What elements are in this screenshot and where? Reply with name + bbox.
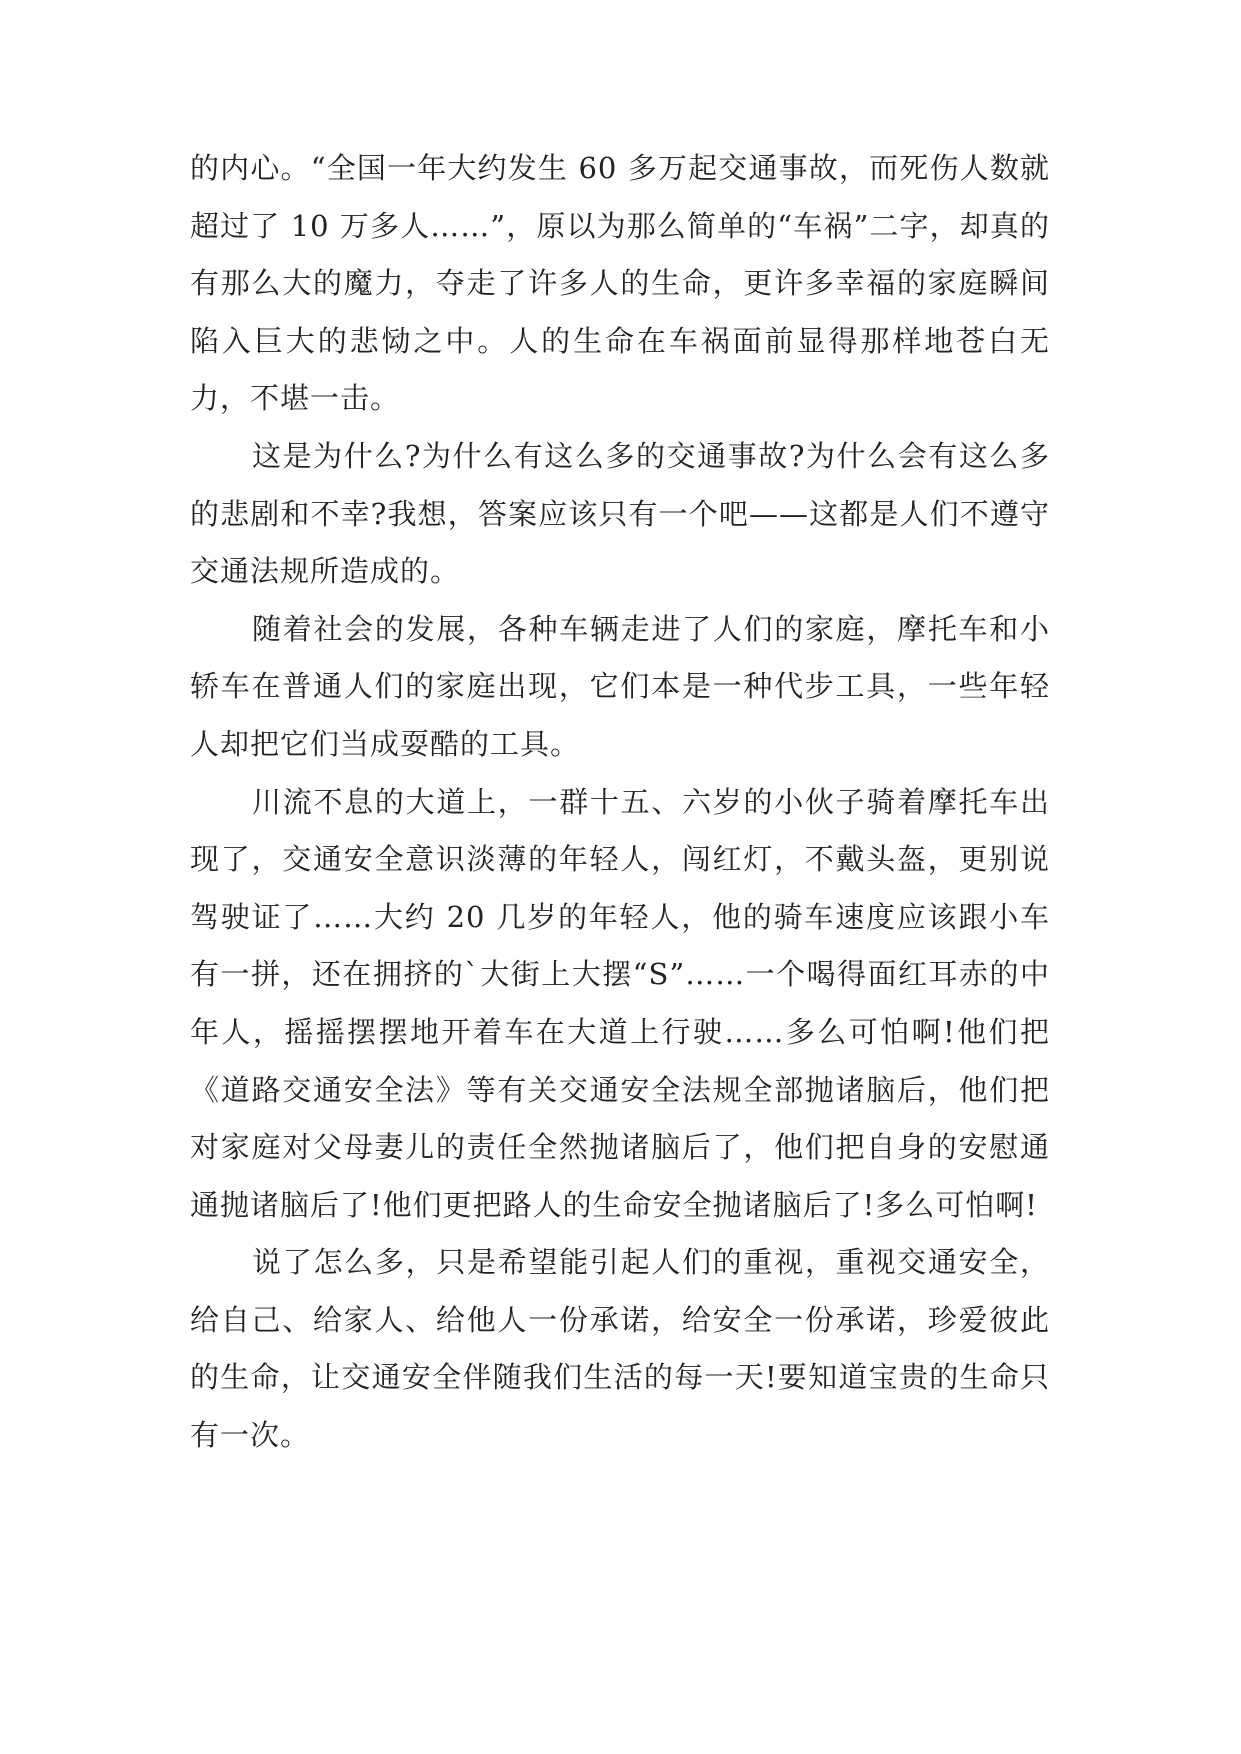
paragraph-4: 川流不息的大道上，一群十五、六岁的小伙子骑着摩托车出现了，交通安全意识淡薄的年轻人，闯红灯，不戴头盔，更别说驾驶证了……大约 20 几岁的年轻人，他的骑车速度应该跟小车有一拼，还在拥挤的`大街上大摆“S”……一个喝得面红耳赤的中年人，摇摇摆摆地开着车在大道上行驶……多么可怕啊!他们把《道路交通安全法》等有关交通安全法规全部抛诸脑后，他们把对家庭对父母妻儿的责任全然抛诸脑后了，他们把自身的安慰通通抛诸脑后了!他们更把路人的生命安全抛诸脑后了!多么可怕啊!	[190, 784, 1050, 1222]
paragraph-3: 随着社会的发展，各种车辆走进了人们的家庭，摩托车和小轿车在普通人们的家庭出现，它们本是一种代步工具，一些年轻人却把它们当成耍酷的工具。	[190, 611, 1050, 761]
paragraph-1: 的内心。“全国一年大约发生 60 多万起交通事故，而死伤人数就超过了 10 万多人……”，原以为那么简单的“车祸”二字，却真的有那么大的魔力，夺走了许多人的生命，更许多幸福的家庭瞬间陷入巨大的悲恸之中。人的生命在车祸面前显得那样地苍白无力，不堪一击。	[190, 151, 1050, 416]
document-body	[190, 140, 1050, 1465]
paragraph-2: 这是为什么?为什么有这么多的交通事故?为什么会有这么多的悲剧和不幸?我想，答案应该只有一个吧——这都是人们不遵守交通法规所造成的。	[190, 438, 1050, 589]
paragraph-5: 说了怎么多，只是希望能引起人们的重视，重视交通安全，给自己、给家人、给他人一份承诺，给安全一份承诺，珍爱彼此的生命，让交通安全伴随我们生活的每一天!要知道宝贵的生命只有一次。	[190, 1245, 1050, 1453]
